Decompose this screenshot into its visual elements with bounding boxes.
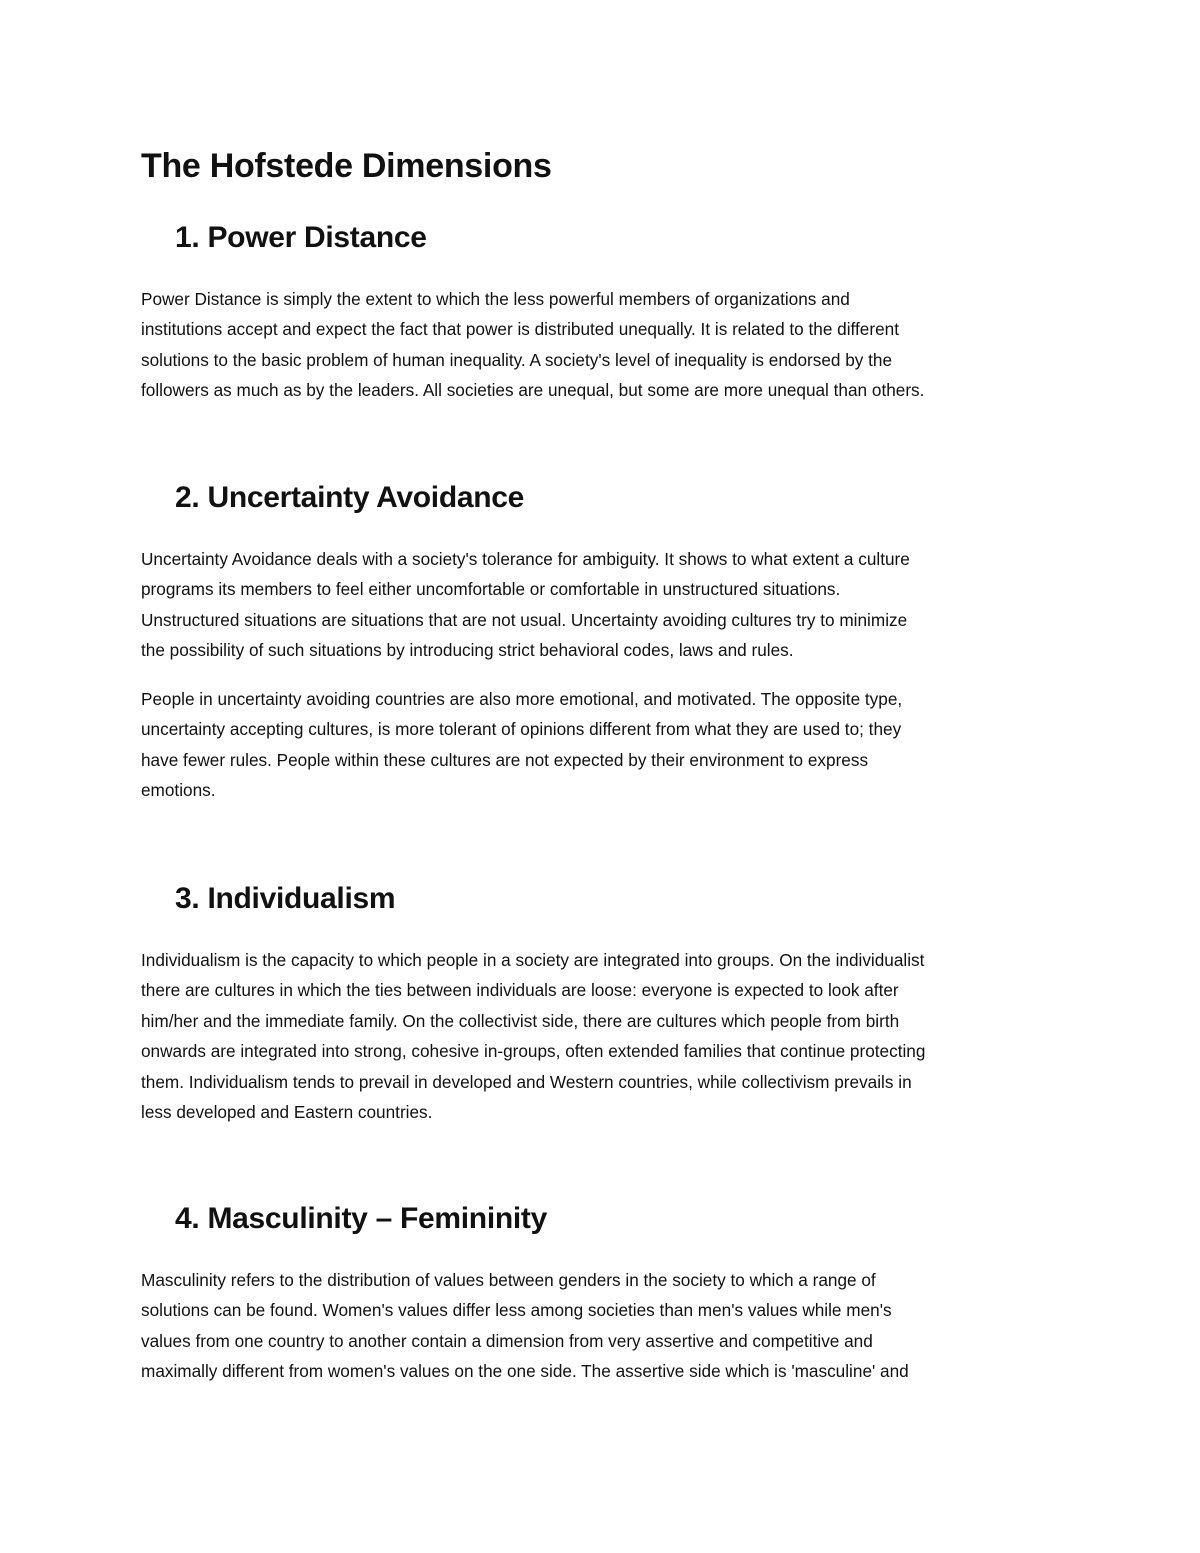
text-line: have fewer rules. People within these cultures are not expected by their environment to express bbox=[141, 749, 869, 770]
paragraph-power-distance bbox=[141, 284, 1071, 406]
text-line: them. Individualism tends to prevail in developed and Western countries, while collectivism prevails in bbox=[141, 1071, 912, 1092]
text-line: Masculinity refers to the distribution of values between genders in the society to which a range of bbox=[141, 1270, 876, 1290]
paragraph-masculinity-femininity bbox=[141, 1265, 1071, 1387]
text-line: the possibility of such situations by introducing strict behavioral codes, laws and rules. bbox=[141, 640, 794, 661]
paragraph-individualism bbox=[141, 945, 1071, 1127]
text-line: emotions. bbox=[141, 780, 216, 801]
paragraph-uncertainty-avoidance-1 bbox=[141, 544, 1071, 666]
section-heading-power-distance: 1. Power Distance bbox=[175, 221, 427, 254]
text-line: uncertainty accepting cultures, is more tolerant of opinions different from what they are used to; they bbox=[141, 719, 902, 740]
text-line: values from one country to another contain a dimension from very assertive and competitive and bbox=[141, 1330, 873, 1351]
paragraph-uncertainty-avoidance-2 bbox=[141, 684, 1071, 806]
text-line: less developed and Eastern countries. bbox=[141, 1102, 433, 1123]
section-heading-uncertainty-avoidance: 2. Uncertainty Avoidance bbox=[175, 481, 525, 514]
text-line: maximally different from women's values on the one side. The assertive side which is 'masculine' and bbox=[141, 1361, 909, 1382]
section-heading-masculinity-femininity: 4. Masculinity – Femininity bbox=[175, 1202, 547, 1235]
document-title: The Hofstede Dimensions bbox=[141, 147, 552, 185]
section-heading-individualism: 3. Individualism bbox=[175, 882, 396, 915]
text-line: Individualism is the capacity to which people in a society are integrated into groups. On the individualist bbox=[141, 950, 925, 970]
text-line: solutions to the basic problem of human inequality. A society's level of inequality is endorsed by the bbox=[141, 349, 893, 370]
text-line: solutions can be found. Women's values differ less among societies than men's values while men's bbox=[141, 1300, 892, 1321]
text-line: People in uncertainty avoiding countries are also more emotional, and motivated. The opposite type, bbox=[141, 689, 903, 709]
text-line: institutions accept and expect the fact that power is distributed unequally. It is related to the different bbox=[141, 319, 899, 340]
text-line: Unstructured situations are situations that are not usual. Uncertainty avoiding cultures try to minimize bbox=[141, 609, 908, 630]
text-line: followers as much as by the leaders. All societies are unequal, but some are more unequal than others. bbox=[141, 380, 925, 401]
text-line: programs its members to feel either uncomfortable or comfortable in unstructured situations. bbox=[141, 579, 841, 600]
text-line: onwards are integrated into strong, cohesive in-groups, often extended families that continue protecting bbox=[141, 1041, 926, 1062]
text-line: him/her and the immediate family. On the collectivist side, there are cultures which people from birth bbox=[141, 1010, 900, 1031]
text-line: there are cultures in which the ties between individuals are loose: everyone is expected to look after bbox=[141, 980, 899, 1001]
text-line: Power Distance is simply the extent to which the less powerful members of organizations and bbox=[141, 289, 850, 309]
text-line: Uncertainty Avoidance deals with a society's tolerance for ambiguity. It shows to what extent a culture bbox=[141, 549, 910, 569]
